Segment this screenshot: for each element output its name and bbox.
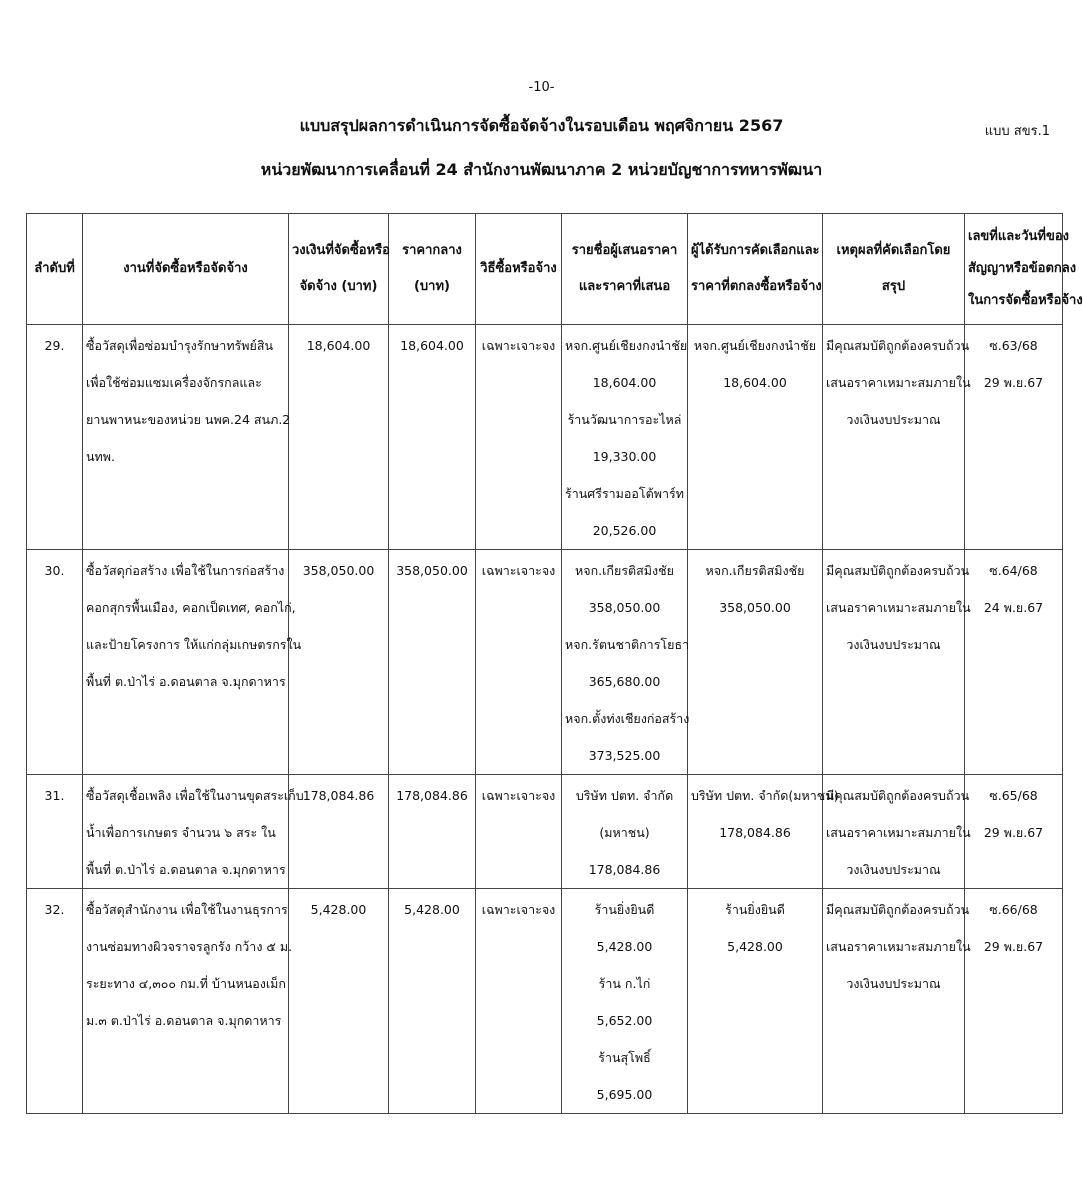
form-code: แบบ สขร.1 bbox=[984, 124, 1050, 139]
header-no: ลำดับที่ bbox=[27, 214, 83, 325]
row-no: 32. bbox=[27, 889, 83, 1114]
row-bidders-line: 19,330.00 bbox=[592, 449, 657, 464]
row-reason-line: เสนอราคาเหมาะสมภายใน bbox=[826, 825, 971, 840]
row-budget: 18,604.00 bbox=[289, 325, 389, 550]
row-bidders bbox=[562, 325, 688, 550]
header-item: งานที่จัดซื้อหรือจัดจ้าง bbox=[83, 214, 289, 325]
row-item-line: ซื้อวัสดุก่อสร้าง เพื่อใช้ในการก่อสร้าง bbox=[86, 563, 285, 578]
row-budget: 5,428.00 bbox=[289, 889, 389, 1114]
row-item bbox=[83, 775, 304, 889]
row-item-line: ม.๓ ต.ป่าไร่ อ.ดอนตาล จ.มุกดาหาร bbox=[86, 1013, 282, 1028]
header-contract bbox=[965, 214, 1083, 325]
row-item-line: ระยะทาง ๔,๓๐๐ กม.ที่ บ้านหนองเม็ก bbox=[86, 976, 286, 991]
row-reason bbox=[823, 889, 971, 1114]
header-line: ราคากลาง bbox=[402, 243, 462, 258]
row-bidders-line: 18,604.00 bbox=[592, 375, 657, 390]
row-item-line: พื้นที่ ต.ป่าไร่ อ.ดอนตาล จ.มุกดาหาร bbox=[86, 862, 286, 877]
row-item-line: และป้ายโครงการ ให้แก่กลุ่มเกษตรกรใน bbox=[86, 637, 302, 652]
row-bidders-line: 373,525.00 bbox=[588, 748, 661, 763]
row-reason-line: มีคุณสมบัติถูกต้องครบถ้วน bbox=[826, 788, 970, 803]
row-selected-line: 18,604.00 bbox=[723, 375, 787, 390]
row-budget: 358,050.00 bbox=[289, 550, 389, 775]
header-line: รายชื่อผู้เสนอราคา bbox=[571, 243, 678, 258]
header-line: (บาท) bbox=[413, 279, 450, 294]
row-item-line: เพื่อใช้ซ่อมแซมเครื่องจักรกลและ bbox=[86, 375, 262, 390]
header-method: วิธีซื้อหรือจ้าง bbox=[476, 214, 562, 325]
row-reason-line: วงเงินงบประมาณ bbox=[846, 637, 941, 652]
table-row bbox=[27, 550, 1063, 775]
row-contract-line: ซ.63/68 bbox=[989, 338, 1038, 353]
table-header-row bbox=[27, 214, 1063, 325]
row-bidders-line: 358,050.00 bbox=[588, 600, 661, 615]
header-reason: เหตุผลที่คัดเลือกโดยสรุป bbox=[823, 214, 965, 325]
row-item-line: คอกสุกรพื้นเมือง, คอกเป็ดเทศ, คอกไก่, bbox=[86, 600, 296, 615]
header-line: และราคาที่เสนอ bbox=[578, 279, 671, 294]
row-bidders-line: 365,680.00 bbox=[588, 674, 661, 689]
row-bidders-line: 178,084.86 bbox=[588, 862, 661, 877]
row-selected-line: บริษัท ปตท. จำกัด(มหาชน) bbox=[691, 788, 839, 803]
row-reason-line: วงเงินงบประมาณ bbox=[846, 412, 941, 427]
row-reason-line: มีคุณสมบัติถูกต้องครบถ้วน bbox=[826, 563, 970, 578]
row-contract-line: 29 พ.ย.67 bbox=[983, 375, 1044, 390]
row-median-price: 178,084.86 bbox=[389, 775, 476, 889]
row-contract bbox=[965, 550, 1063, 775]
row-method: เฉพาะเจาะจง bbox=[476, 775, 562, 889]
row-item bbox=[83, 325, 289, 550]
row-selected bbox=[688, 550, 823, 775]
row-contract-line: 29 พ.ย.67 bbox=[983, 939, 1044, 954]
row-bidders-line: หจก.รัตนชาติการโยธา bbox=[565, 637, 690, 652]
page-number: -10- bbox=[528, 80, 555, 95]
row-bidders-line: ร้านสุโพธิ์ bbox=[598, 1050, 651, 1065]
row-no: 30. bbox=[27, 550, 83, 775]
row-median-price: 358,050.00 bbox=[389, 550, 476, 775]
row-item-line: ซื้อวัสดุเพื่อซ่อมบำรุงรักษาทรัพย์สิน bbox=[86, 338, 274, 353]
row-bidders-line: ร้านศรีรามออโต้พาร์ท bbox=[565, 486, 684, 501]
row-budget: 178,084.86 bbox=[289, 775, 389, 889]
row-contract-line: 24 พ.ย.67 bbox=[983, 600, 1044, 615]
header-line: สัญญาหรือข้อตกลง bbox=[968, 261, 1077, 276]
row-item bbox=[83, 889, 293, 1114]
row-selected-line: ร้านยิ่งยินดี bbox=[725, 902, 785, 917]
row-contract-line: ซ.64/68 bbox=[989, 563, 1038, 578]
row-reason bbox=[823, 325, 971, 550]
row-bidders bbox=[562, 550, 688, 775]
row-bidders-line: 5,695.00 bbox=[596, 1087, 653, 1102]
row-selected bbox=[688, 775, 839, 889]
row-reason-line: มีคุณสมบัติถูกต้องครบถ้วน bbox=[826, 902, 970, 917]
row-bidders-line: ร้านยิ่งยินดี bbox=[594, 902, 655, 917]
row-method: เฉพาะเจาะจง bbox=[476, 325, 562, 550]
row-method: เฉพาะเจาะจง bbox=[476, 550, 562, 775]
row-contract bbox=[965, 889, 1063, 1114]
report-title: แบบสรุปผลการดำเนินการจัดซื้อจัดจ้างในรอบเดือน พฤศจิกายน 2567 bbox=[299, 116, 784, 135]
header-selected bbox=[688, 214, 823, 325]
row-reason-line: มีคุณสมบัติถูกต้องครบถ้วน bbox=[826, 338, 970, 353]
table-row bbox=[27, 889, 1063, 1114]
header-line: วงเงินที่จัดซื้อหรือ bbox=[292, 243, 390, 258]
row-bidders-line: 20,526.00 bbox=[592, 523, 657, 538]
row-no: 29. bbox=[27, 325, 83, 550]
row-selected bbox=[688, 889, 823, 1114]
row-reason bbox=[823, 550, 971, 775]
row-median-price: 18,604.00 bbox=[389, 325, 476, 550]
table-body bbox=[27, 325, 1063, 1114]
row-item-line: งานซ่อมทางผิวจราจรลูกรัง กว้าง ๕ ม. bbox=[86, 939, 293, 954]
row-bidders bbox=[562, 889, 688, 1114]
header-line: ราคาที่ตกลงซื้อหรือจ้าง bbox=[691, 279, 822, 294]
row-selected-line: หจก.ศูนย์เชียงกงนำชัย bbox=[693, 338, 817, 353]
header-median-price bbox=[389, 214, 476, 325]
row-bidders-line: ร้าน ก.ไก่ bbox=[598, 976, 651, 991]
header-line: จัดจ้าง (บาท) bbox=[299, 279, 378, 294]
header-bidders bbox=[562, 214, 688, 325]
row-reason-line: เสนอราคาเหมาะสมภายใน bbox=[826, 375, 971, 390]
row-bidders-line: หจก.เกียรติสมิงชัย bbox=[575, 563, 674, 578]
row-item-line: น้ำเพื่อการเกษตร จำนวน ๖ สระ ใน bbox=[86, 825, 276, 840]
row-contract-line: ซ.65/68 bbox=[989, 788, 1038, 803]
procurement-table bbox=[26, 213, 1083, 1114]
row-selected-line: 358,050.00 bbox=[719, 600, 791, 615]
row-item-line: ซื้อวัสดุสำนักงาน เพื่อใช้ในงานธุรการ bbox=[86, 902, 288, 917]
row-item-line: ยานพาหนะของหน่วย นพค.24 สนภ.2 bbox=[86, 412, 291, 427]
row-median-price: 5,428.00 bbox=[389, 889, 476, 1114]
row-bidders-line: บริษัท ปตท. จำกัด bbox=[575, 788, 674, 803]
row-reason-line: วงเงินงบประมาณ bbox=[846, 862, 941, 877]
row-contract bbox=[965, 325, 1063, 550]
row-reason bbox=[823, 775, 971, 889]
row-bidders-line: 5,652.00 bbox=[596, 1013, 653, 1028]
header-line: เลขที่และวันที่ของ bbox=[968, 229, 1069, 244]
row-bidders-line: ร้านวัฒนาการอะไหล่ bbox=[567, 412, 682, 427]
row-item-line: ซื้อวัสดุเชื้อเพลิง เพื่อใช้ในงานขุดสระเก็บ bbox=[86, 788, 304, 803]
row-reason-line: เสนอราคาเหมาะสมภายใน bbox=[826, 939, 971, 954]
row-bidders-line: 5,428.00 bbox=[596, 939, 653, 954]
header-line: ในการจัดซื้อหรือจ้าง bbox=[968, 293, 1083, 308]
row-item-line: นทพ. bbox=[86, 449, 115, 464]
row-bidders-line: หจก.ศูนย์เชียงกงนำชัย bbox=[565, 338, 688, 353]
row-item-line: พื้นที่ ต.ป่าไร่ อ.ดอนตาล จ.มุกดาหาร bbox=[86, 674, 286, 689]
row-reason-line: วงเงินงบประมาณ bbox=[846, 976, 941, 991]
row-selected-line: 178,084.86 bbox=[719, 825, 791, 840]
row-item bbox=[83, 550, 302, 775]
header-budget bbox=[289, 214, 389, 325]
row-contract-line: 29 พ.ย.67 bbox=[983, 825, 1044, 840]
table-row bbox=[27, 325, 1063, 550]
row-method: เฉพาะเจาะจง bbox=[476, 889, 562, 1114]
row-contract bbox=[965, 775, 1063, 889]
row-bidders bbox=[562, 775, 688, 889]
table-row bbox=[27, 775, 1063, 889]
row-contract-line: ซ.66/68 bbox=[989, 902, 1038, 917]
row-selected-line: หจก.เกียรติสมิงชัย bbox=[705, 563, 805, 578]
row-selected bbox=[688, 325, 823, 550]
header-line: ผู้ได้รับการคัดเลือกและ bbox=[691, 243, 820, 258]
row-bidders-line: (มหาชน) bbox=[599, 825, 650, 840]
row-bidders-line: หจก.ตั้งท่งเชียงก่อสร้าง bbox=[565, 711, 690, 726]
row-no: 31. bbox=[27, 775, 83, 889]
row-selected-line: 5,428.00 bbox=[727, 939, 783, 954]
report-subtitle: หน่วยพัฒนาการเคลื่อนที่ 24 สำนักงานพัฒนาภาค 2 หน่วยบัญชาการทหารพัฒนา bbox=[260, 160, 823, 179]
row-reason-line: เสนอราคาเหมาะสมภายใน bbox=[826, 600, 971, 615]
